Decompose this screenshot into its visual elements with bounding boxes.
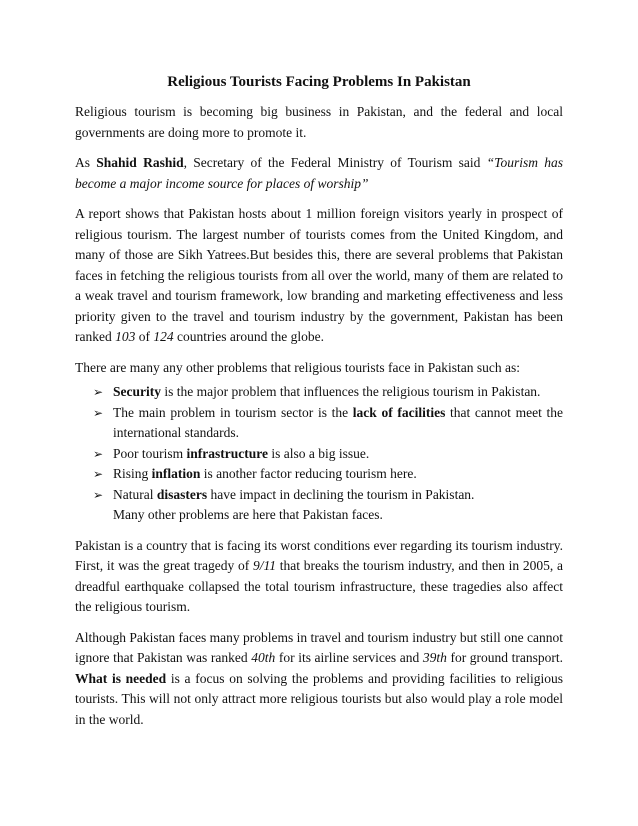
document-title: Religious Tourists Facing Problems In Pakistan — [167, 74, 471, 90]
conditions-text-b: that breaks the tourism industry, and then in 2005, a dreadful earthquake collapsed the total tourism infrastructure, these tragedies also affect the religious tourism. — [75, 558, 563, 614]
bullet-bold: disasters — [156, 486, 208, 502]
paragraph-report — [75, 204, 563, 348]
report-text: A report shows that Pakistan hosts about 1 million foreign visitors yearly in prospect of religious tourism. The largest number of tourists comes from the United Kingdom, and many of those are Sikh Yatrees.But besides this, there are several problems that Pakistan faces in fetching the religious tourists from all over the world, many of them are related to a weak travel and tourism framework, low branding and marketing effectiveness and less priority given to the travel and tourism industry by the government, Pakistan has been ranked — [75, 206, 563, 344]
list-item — [93, 382, 563, 403]
document-page — [75, 70, 563, 740]
bullet-bold: infrastructure — [186, 445, 268, 461]
bullet-pre: Rising — [113, 466, 152, 481]
bullet-post: is the major problem that influences the religious tourism in Pakistan. — [161, 384, 541, 399]
bullet-post: that cannot meet the international standards. — [113, 404, 563, 440]
list-item — [93, 485, 563, 506]
paragraph-conditions — [75, 536, 563, 618]
bullet-post: have impact in declining the tourism in Pakistan. — [207, 486, 475, 502]
conclusion-text-d: is a focus on solving the problems and providing facilities to religious tourists. This will not only attract more religious tourists but also would play a role model in the world. — [75, 670, 563, 727]
conditions-text-a: Pakistan is a country that is facing its worst conditions ever regarding its tourism industry. First, it was the great tragedy of — [75, 537, 563, 573]
list-closing-line: Many other problems are here that Pakistan faces. — [113, 507, 383, 522]
conclusion-text-b: for its airline services and — [275, 650, 423, 665]
paragraph-quote — [75, 153, 563, 194]
conclusion-text-c: for ground transport. — [446, 650, 564, 665]
conclusion-rank-airline: 40th — [251, 650, 276, 665]
list-item — [93, 444, 563, 465]
quote-mid: , Secretary of the Federal Ministry of Tourism said — [183, 155, 487, 170]
list-item — [93, 464, 563, 485]
bullet-pre: Poor tourism — [113, 445, 187, 461]
report-of: of — [135, 329, 154, 344]
arrow-bullet-icon: ➢ — [93, 487, 104, 502]
bullet-pre: The main problem in tourism sector is the — [113, 404, 353, 420]
report-total: 124 — [153, 329, 174, 344]
arrow-bullet-icon: ➢ — [93, 385, 104, 399]
report-end: countries around the globe. — [173, 329, 324, 344]
quote-speaker: Shahid Rashid — [96, 155, 184, 170]
paragraph-intro: Religious tourism is becoming big business in Pakistan, and the federal and local governments are doing more to promote it. — [75, 104, 563, 140]
bullet-bold: lack of facilities — [352, 404, 446, 420]
report-rank: 103 — [115, 329, 136, 344]
conclusion-bold: What is needed — [75, 670, 167, 686]
bullet-post: is another factor reducing tourism here. — [200, 466, 417, 481]
problems-list — [75, 382, 563, 505]
quote-as: As — [75, 155, 97, 170]
bullet-pre: Natural — [113, 486, 157, 502]
conclusion-rank-transport: 39th — [422, 650, 447, 665]
conditions-date: 9/11 — [253, 558, 277, 573]
list-item — [93, 403, 563, 444]
arrow-bullet-icon: ➢ — [93, 405, 104, 420]
conclusion-text-a: Although Pakistan faces many problems in travel and tourism industry but still one cannot ignore that Pakistan was ranked — [75, 629, 563, 665]
bullet-post: is also a big issue. — [268, 445, 370, 461]
arrow-bullet-icon: ➢ — [93, 467, 104, 481]
arrow-bullet-icon: ➢ — [93, 446, 104, 461]
quote-text: “Tourism has become a major income source for places of worship” — [75, 155, 563, 191]
paragraph-problems-lead: There are many any other problems that religious tourists face in Pakistan such as: — [75, 359, 520, 375]
bullet-bold: inflation — [151, 466, 201, 481]
paragraph-conclusion — [75, 628, 563, 731]
bullet-bold: Security — [113, 384, 161, 399]
